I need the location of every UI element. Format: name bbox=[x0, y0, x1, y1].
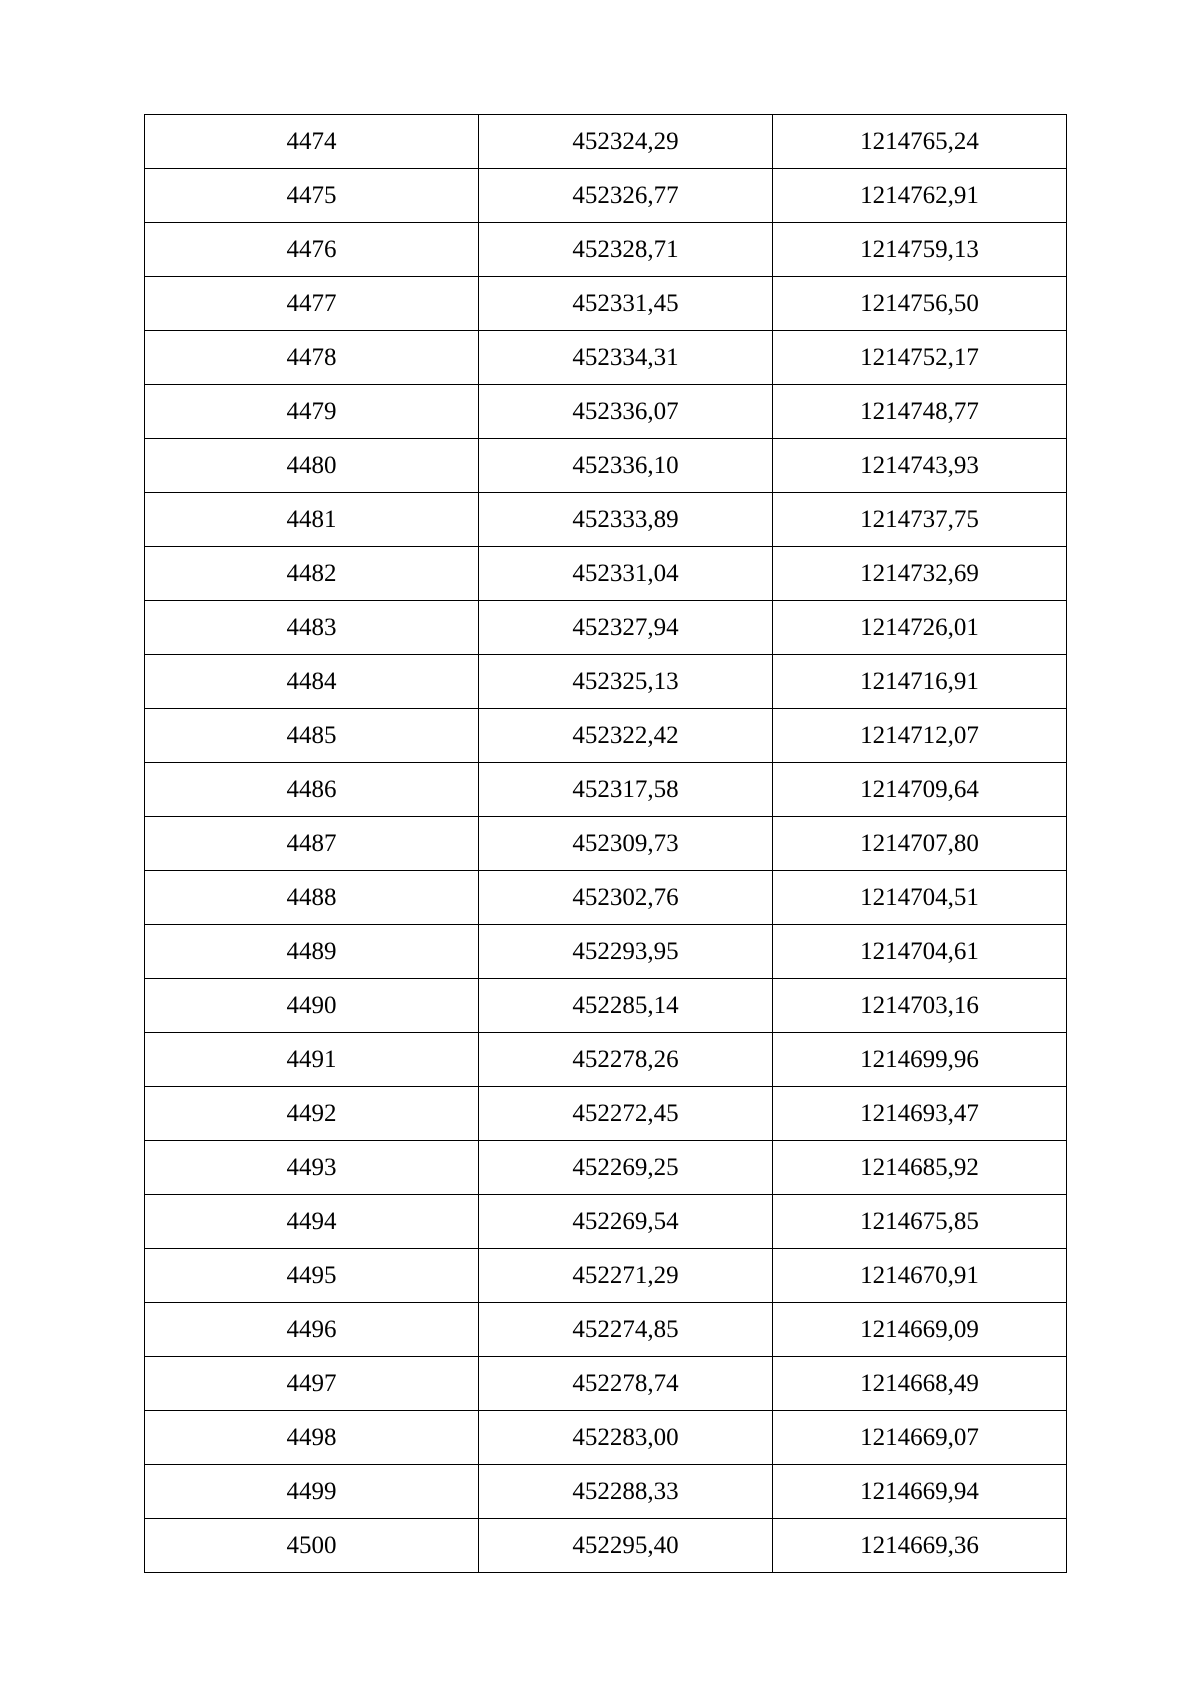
table-row bbox=[145, 601, 1067, 655]
x-coordinate-cell: 452331,04 bbox=[479, 547, 773, 601]
table-row bbox=[145, 817, 1067, 871]
table-row bbox=[145, 223, 1067, 277]
y-coordinate-cell: 1214743,93 bbox=[773, 439, 1067, 493]
x-coordinate-cell: 452333,89 bbox=[479, 493, 773, 547]
point-number-cell: 4475 bbox=[145, 169, 479, 223]
table-row bbox=[145, 1033, 1067, 1087]
table-row bbox=[145, 1141, 1067, 1195]
x-coordinate-cell: 452328,71 bbox=[479, 223, 773, 277]
point-number-cell: 4484 bbox=[145, 655, 479, 709]
y-coordinate-cell: 1214765,24 bbox=[773, 115, 1067, 169]
table-row bbox=[145, 439, 1067, 493]
point-number-cell: 4483 bbox=[145, 601, 479, 655]
y-coordinate-cell: 1214669,36 bbox=[773, 1519, 1067, 1573]
y-coordinate-cell: 1214712,07 bbox=[773, 709, 1067, 763]
table-row bbox=[145, 1249, 1067, 1303]
table-row bbox=[145, 169, 1067, 223]
point-number-cell: 4495 bbox=[145, 1249, 479, 1303]
point-number-cell: 4479 bbox=[145, 385, 479, 439]
y-coordinate-cell: 1214707,80 bbox=[773, 817, 1067, 871]
point-number-cell: 4499 bbox=[145, 1465, 479, 1519]
x-coordinate-cell: 452325,13 bbox=[479, 655, 773, 709]
x-coordinate-cell: 452293,95 bbox=[479, 925, 773, 979]
y-coordinate-cell: 1214685,92 bbox=[773, 1141, 1067, 1195]
point-number-cell: 4480 bbox=[145, 439, 479, 493]
table-row bbox=[145, 925, 1067, 979]
table-row bbox=[145, 709, 1067, 763]
x-coordinate-cell: 452278,26 bbox=[479, 1033, 773, 1087]
y-coordinate-cell: 1214748,77 bbox=[773, 385, 1067, 439]
x-coordinate-cell: 452274,85 bbox=[479, 1303, 773, 1357]
x-coordinate-cell: 452271,29 bbox=[479, 1249, 773, 1303]
x-coordinate-cell: 452283,00 bbox=[479, 1411, 773, 1465]
x-coordinate-cell: 452334,31 bbox=[479, 331, 773, 385]
x-coordinate-cell: 452285,14 bbox=[479, 979, 773, 1033]
x-coordinate-cell: 452302,76 bbox=[479, 871, 773, 925]
y-coordinate-cell: 1214726,01 bbox=[773, 601, 1067, 655]
point-number-cell: 4486 bbox=[145, 763, 479, 817]
x-coordinate-cell: 452324,29 bbox=[479, 115, 773, 169]
table-row bbox=[145, 1465, 1067, 1519]
x-coordinate-cell: 452317,58 bbox=[479, 763, 773, 817]
point-number-cell: 4493 bbox=[145, 1141, 479, 1195]
x-coordinate-cell: 452326,77 bbox=[479, 169, 773, 223]
table-row bbox=[145, 763, 1067, 817]
point-number-cell: 4494 bbox=[145, 1195, 479, 1249]
table-row bbox=[145, 277, 1067, 331]
point-number-cell: 4476 bbox=[145, 223, 479, 277]
table-row bbox=[145, 115, 1067, 169]
y-coordinate-cell: 1214756,50 bbox=[773, 277, 1067, 331]
y-coordinate-cell: 1214670,91 bbox=[773, 1249, 1067, 1303]
y-coordinate-cell: 1214737,75 bbox=[773, 493, 1067, 547]
y-coordinate-cell: 1214762,91 bbox=[773, 169, 1067, 223]
y-coordinate-cell: 1214669,07 bbox=[773, 1411, 1067, 1465]
y-coordinate-cell: 1214704,51 bbox=[773, 871, 1067, 925]
x-coordinate-cell: 452327,94 bbox=[479, 601, 773, 655]
point-number-cell: 4487 bbox=[145, 817, 479, 871]
point-number-cell: 4474 bbox=[145, 115, 479, 169]
y-coordinate-cell: 1214704,61 bbox=[773, 925, 1067, 979]
x-coordinate-cell: 452288,33 bbox=[479, 1465, 773, 1519]
table-row bbox=[145, 1195, 1067, 1249]
y-coordinate-cell: 1214675,85 bbox=[773, 1195, 1067, 1249]
y-coordinate-cell: 1214716,91 bbox=[773, 655, 1067, 709]
y-coordinate-cell: 1214759,13 bbox=[773, 223, 1067, 277]
table-row bbox=[145, 1411, 1067, 1465]
y-coordinate-cell: 1214703,16 bbox=[773, 979, 1067, 1033]
table-row bbox=[145, 1519, 1067, 1573]
table-row bbox=[145, 331, 1067, 385]
x-coordinate-cell: 452269,25 bbox=[479, 1141, 773, 1195]
x-coordinate-cell: 452269,54 bbox=[479, 1195, 773, 1249]
table-row bbox=[145, 493, 1067, 547]
table-row bbox=[145, 979, 1067, 1033]
point-number-cell: 4492 bbox=[145, 1087, 479, 1141]
table-row bbox=[145, 1087, 1067, 1141]
x-coordinate-cell: 452278,74 bbox=[479, 1357, 773, 1411]
x-coordinate-cell: 452295,40 bbox=[479, 1519, 773, 1573]
point-number-cell: 4498 bbox=[145, 1411, 479, 1465]
coordinates-table-body bbox=[145, 115, 1067, 1573]
point-number-cell: 4485 bbox=[145, 709, 479, 763]
point-number-cell: 4497 bbox=[145, 1357, 479, 1411]
x-coordinate-cell: 452336,10 bbox=[479, 439, 773, 493]
point-number-cell: 4496 bbox=[145, 1303, 479, 1357]
coordinates-table bbox=[144, 114, 1067, 1573]
table-row bbox=[145, 655, 1067, 709]
point-number-cell: 4482 bbox=[145, 547, 479, 601]
point-number-cell: 4477 bbox=[145, 277, 479, 331]
table-row bbox=[145, 1303, 1067, 1357]
y-coordinate-cell: 1214669,09 bbox=[773, 1303, 1067, 1357]
y-coordinate-cell: 1214732,69 bbox=[773, 547, 1067, 601]
y-coordinate-cell: 1214693,47 bbox=[773, 1087, 1067, 1141]
x-coordinate-cell: 452336,07 bbox=[479, 385, 773, 439]
point-number-cell: 4491 bbox=[145, 1033, 479, 1087]
table-row bbox=[145, 385, 1067, 439]
point-number-cell: 4500 bbox=[145, 1519, 479, 1573]
point-number-cell: 4481 bbox=[145, 493, 479, 547]
point-number-cell: 4488 bbox=[145, 871, 479, 925]
y-coordinate-cell: 1214699,96 bbox=[773, 1033, 1067, 1087]
table-row bbox=[145, 871, 1067, 925]
x-coordinate-cell: 452272,45 bbox=[479, 1087, 773, 1141]
y-coordinate-cell: 1214669,94 bbox=[773, 1465, 1067, 1519]
y-coordinate-cell: 1214668,49 bbox=[773, 1357, 1067, 1411]
x-coordinate-cell: 452322,42 bbox=[479, 709, 773, 763]
point-number-cell: 4478 bbox=[145, 331, 479, 385]
point-number-cell: 4489 bbox=[145, 925, 479, 979]
x-coordinate-cell: 452331,45 bbox=[479, 277, 773, 331]
table-row bbox=[145, 547, 1067, 601]
y-coordinate-cell: 1214752,17 bbox=[773, 331, 1067, 385]
table-row bbox=[145, 1357, 1067, 1411]
x-coordinate-cell: 452309,73 bbox=[479, 817, 773, 871]
y-coordinate-cell: 1214709,64 bbox=[773, 763, 1067, 817]
point-number-cell: 4490 bbox=[145, 979, 479, 1033]
